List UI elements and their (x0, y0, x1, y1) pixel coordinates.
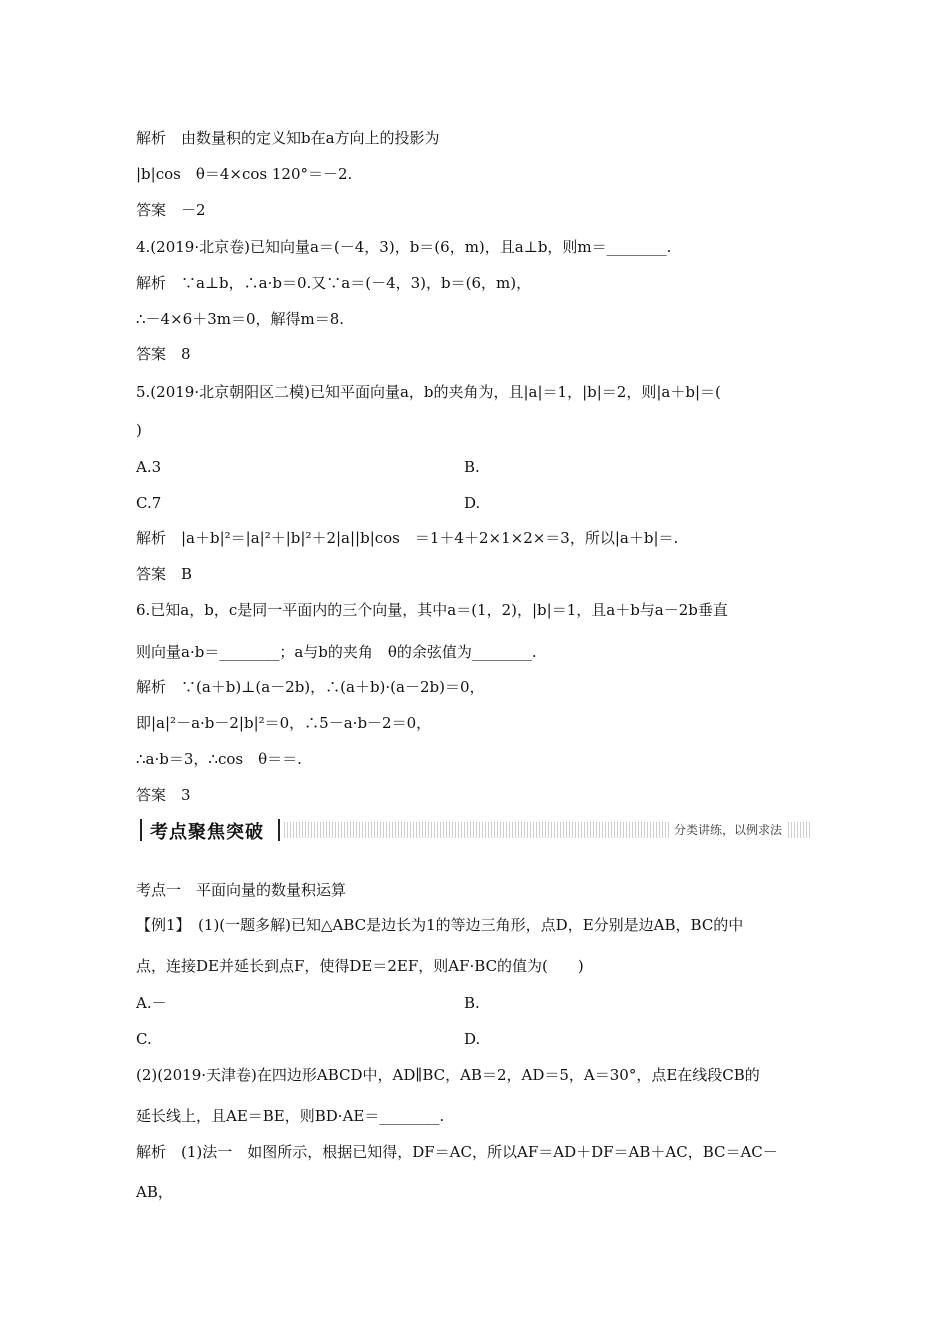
text-line: 解析 ∵(a＋b)⊥(a－2b)，∴(a＋b)·(a－2b)＝0， (136, 678, 485, 696)
section-banner (136, 816, 812, 844)
option-b: B. (464, 458, 480, 476)
banner-title: 考点聚焦突破 (150, 822, 264, 843)
option-d: D. (464, 1030, 481, 1048)
example-1: 【例1】 (1)(一题多解)已知△ABC是边长为1的等边三角形，点D，E分别是边AB，BC的中 (136, 916, 744, 934)
option-a: A.3 (136, 458, 162, 476)
text-line: ∴－4×6＋3m＝0，解得m＝8. (136, 310, 345, 328)
option-b: B. (464, 994, 480, 1012)
text-line: 则向量a·b＝________；a与b的夹角 θ的余弦值为________. (136, 643, 537, 661)
text-line: 点，连接DE并延长到点F，使得DE＝2EF，则AF·BC的值为( ) (136, 957, 584, 975)
option-a: A.－ (136, 994, 167, 1012)
text-line: 即|a|²－a·b－2|b|²＝0，∴5－a·b－2＝0， (136, 714, 432, 732)
text-line: 解析 ∵a⊥b，∴a·b＝0.又∵a＝(－4，3)，b＝(6，m)， (136, 274, 532, 292)
answer-line: 答案 8 (136, 345, 191, 363)
option-c: C. (136, 1030, 152, 1048)
question-4: 4.(2019·北京卷)已知向量a＝(－4，3)，b＝(6，m)，且a⊥b，则m＝________. (136, 238, 672, 256)
question-5: 5.(2019·北京朝阳区二模)已知平面向量a，b的夹角为，且|a|＝1，|b|＝2，则|a＋b|＝( (136, 383, 721, 401)
text-line: AB， (136, 1183, 173, 1201)
answer-line: 答案 B (136, 565, 193, 583)
banner-left-bar (140, 819, 142, 841)
text-line: 解析 (1)法一 如图所示，根据已知得，DF＝AC，所以AF＝AD＋DF＝AB＋AC，BC＝AC－ (136, 1143, 778, 1161)
option-c: C.7 (136, 494, 162, 512)
answer-line: 答案 3 (136, 786, 191, 804)
answer-line: 答案 －2 (136, 201, 206, 219)
text-line: 延长线上，且AE＝BE，则BD·AE＝________. (136, 1107, 445, 1125)
section-heading: 考点一 平面向量的数量积运算 (136, 881, 347, 899)
text-line: 解析 |a＋b|²＝|a|²＋|b|²＋2|a||b|cos ＝1＋4＋2×1×2×＝3，所以|a＋b|＝. (136, 529, 679, 547)
example-1-part-2: (2)(2019·天津卷)在四边形ABCD中，AD∥BC，AB＝2，AD＝5，A＝30°，点E在线段CB的 (136, 1066, 760, 1084)
option-d: D. (464, 494, 481, 512)
text-line: 解析 由数量积的定义知b在a方向上的投影为 (136, 129, 440, 147)
text-line: ∴a·b＝3，∴cos θ＝＝. (136, 750, 302, 768)
question-6: 6.已知a，b，c是同一平面内的三个向量，其中a＝(1，2)，|b|＝1，且a＋b与a－2b垂直 (136, 601, 728, 619)
text-line: |b|cos θ＝4×cos 120°＝－2. (136, 165, 353, 183)
banner-divider (278, 819, 280, 841)
text-line: ) (136, 421, 142, 439)
banner-subtitle: 分类讲练，以例求法 (670, 821, 786, 838)
